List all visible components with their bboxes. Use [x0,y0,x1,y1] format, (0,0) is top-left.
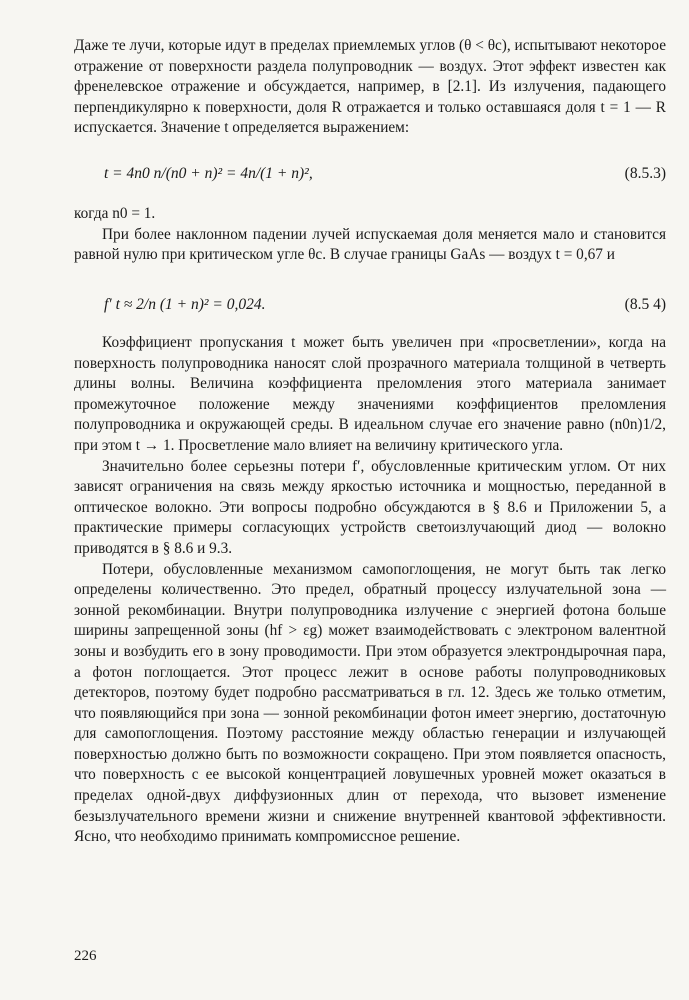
equation-number: (8.5 4) [624,296,666,313]
paragraph-coating: Коэффициент пропускания t может быть увеличен при «просветлении», когда на поверхность полупроводника наносят слой прозрачного материала толщиной в четверть длины волны. Величина коэффициента преломления этого материала занимает промежуточное положение между значениями коэффициентов преломления полупроводника и окружающей среды. В идеальном случае его значение равно (n0n)1/2, при этом t → 1. Просветление мало влияет на величину критического угла. [74,334,666,454]
equation-8-5-4 [74,294,666,316]
equation-expression: t = 4n0 n/(n0 + n)² = 4n/(1 + n)², [104,165,313,182]
equation-expression: f′ t ≈ 2/n (1 + n)² = 0,024. [104,296,266,313]
paragraph-oblique: При более наклонном падении лучей испускаемая доля меняется мало и становится равной нулю при критическом угле θc. В случае границы GaAs — воздух t = 0,67 и [74,225,666,264]
text-block-middle [74,204,666,266]
page-number: 226 [74,948,97,964]
paragraph-absorption: Потери, обусловленные механизмом самопоглощения, не могут быть так легко определены количественно. Это предел, обратный процессу излучательной зона — зонной рекомбинации. Внутри полупроводника излучение с энергией фотона больше ширины запрещенной зоны (hf > εg) может взаимодействовать с электроном валентной зоны и возбудить его в зону проводимости. При этом образуется электрондырочная пара, а фотон поглощается. Этот процесс лежит в основе работы полупроводниковых детекторов, поэтому будет подробно рассматриваться в гл. 12. Здесь же только отметим, что появляющийся при зона — зонной рекомбинации фотон имеет энергию, достаточную для самопоглощения. Поэтому расстояние между областью генерации и излучающей поверхностью должно быть по возможности сокращено. При этом появляется опасность, что поверхность с ее высокой концентрацией ловушечных уровней может оказаться в пределах одной-двух диффузионных длин от перехода, что вызовет изменение безызлучательного времени жизни и снижение внутренней квантовой эффективности. Ясно, что необходимо принимать компромиссное решение. [74,560,666,846]
text-block-top [74,36,666,139]
paragraph-when: когда n0 = 1. [74,205,156,222]
text-block-bottom [74,333,666,848]
paragraph-intro: Даже те лучи, которые идут в пределах приемлемых углов (θ < θc), испытывают некоторое отражение от поверхности раздела полупроводник — воздух. Этот эффект известен как френелевское отражение и обсуждается, например, в [2.1]. Из излучения, падающего перпендикулярно к поверхности, доля R отражается и только оставшаяся доля t = 1 — R испускается. Значение t определяется выражением: [74,37,666,137]
equation-8-5-3 [74,163,666,185]
paragraph-losses: Значительно более серьезны потери f′, обусловленные критическим углом. От них зависят ограничения на связь между яркостью источника и мощностью, переданной в оптическое волокно. Эти вопросы подробно обсуждаются в § 8.6 и Приложении 5, а практические примеры согласующих устройств светоизлучающий диод — волокно приводятся в § 8.6 и 9.3. [74,457,666,557]
equation-number: (8.5.3) [624,165,666,182]
